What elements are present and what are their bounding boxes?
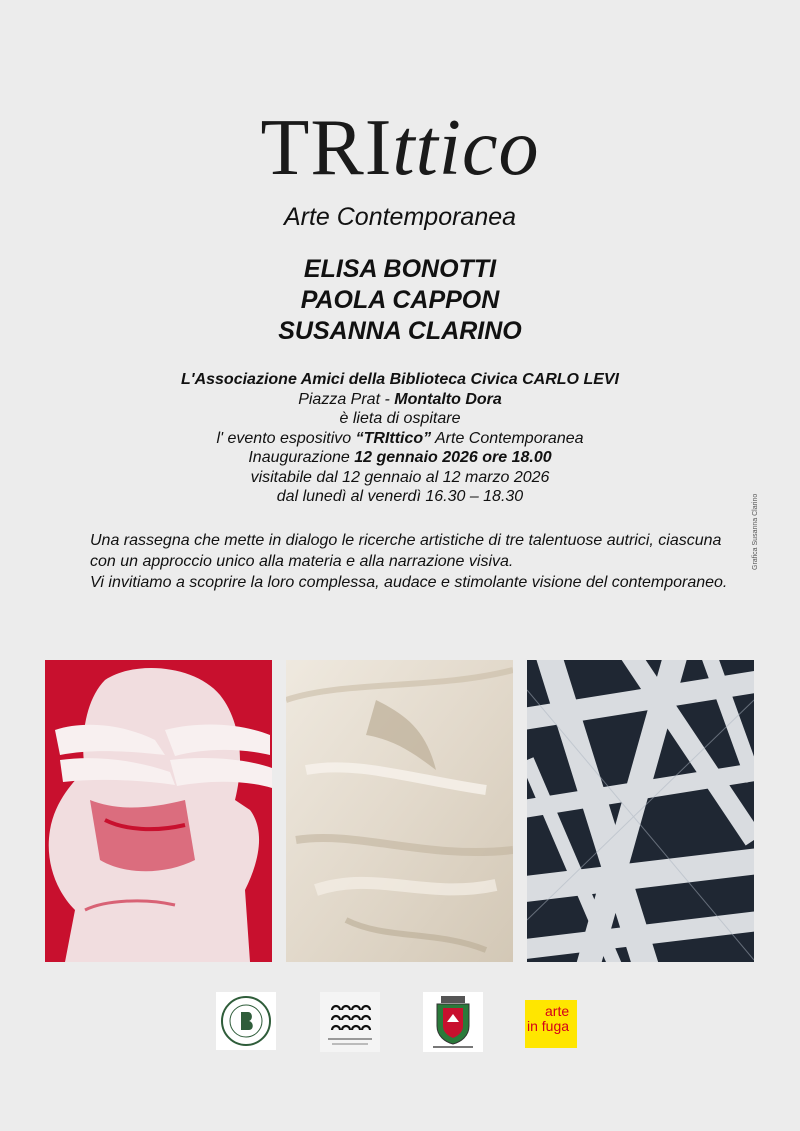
place-prefix: Piazza Prat -	[298, 390, 395, 408]
crest-icon	[423, 992, 483, 1052]
artwork-white-strokes-image	[527, 660, 754, 962]
opening-prefix: Inaugurazione	[248, 449, 355, 466]
arte-in-fuga-logo	[525, 1000, 577, 1048]
event-suffix: Arte Contemporanea	[431, 429, 584, 447]
artwork-red-hands	[45, 660, 272, 962]
description	[90, 530, 730, 593]
poster-title	[0, 98, 800, 198]
hosting-line: è lieta di ospitare	[339, 410, 461, 427]
municipality-crest-logo	[423, 992, 483, 1052]
arte-text: arte	[545, 1003, 570, 1019]
association-prefix: L'Associazione Amici della Biblioteca Civica	[181, 371, 523, 388]
round-b-logo-icon	[216, 992, 276, 1050]
visit-dates-line: visitabile dal 12 gennaio al 12 marzo 2026	[250, 468, 550, 486]
event-prefix: l' evento espositivo	[216, 429, 356, 447]
event-line	[0, 429, 800, 449]
title-caps: TRI	[260, 104, 393, 192]
poster-subtitle: Arte Contemporanea	[283, 203, 517, 231]
event-name: “TRIttico”	[355, 429, 432, 447]
visit-hours-line: dal lunedì al venerdì 16.30 – 18.30	[276, 488, 524, 505]
artwork-red-hands-image	[45, 660, 272, 962]
event-info	[0, 370, 800, 507]
association-line	[0, 370, 800, 390]
opening-date: 12 gennaio 2026 ore 18.00	[354, 449, 552, 466]
place-line	[0, 390, 800, 410]
artist-name: ELISA BONOTTI	[303, 255, 497, 283]
artist-list	[0, 254, 800, 347]
association-name: CARLO LEVI	[522, 371, 619, 388]
artist-name: PAOLA CAPPON	[300, 286, 500, 314]
description-paragraph: Vi invitiamo a scoprire la loro complessa, audace e stimolante visione del contemporaneo.	[90, 574, 728, 591]
artwork-white-strokes	[527, 660, 754, 962]
title-italic: ttico	[392, 104, 540, 192]
graphic-credit: Grafica Susanna Clarino	[752, 493, 759, 570]
description-paragraph: Una rassegna che mette in dialogo le ricerche artistiche di tre talentuose autrici, ciascuna con un approccio unico alla materia e alla narrazione visiva.	[90, 532, 722, 570]
artwork-crumpled-canvas	[286, 660, 513, 962]
library-friends-logo	[216, 992, 276, 1050]
opening-line	[0, 448, 800, 468]
artwork-crumpled-canvas-image	[286, 660, 513, 962]
in-fuga-text: in fuga	[527, 1018, 570, 1034]
artist-name: SUSANNA CLARINO	[278, 317, 522, 345]
arte-in-fuga-text	[527, 1004, 569, 1034]
place-town: Montalto Dora	[394, 390, 502, 408]
arches-icon	[320, 992, 380, 1052]
arches-logo	[320, 992, 380, 1052]
